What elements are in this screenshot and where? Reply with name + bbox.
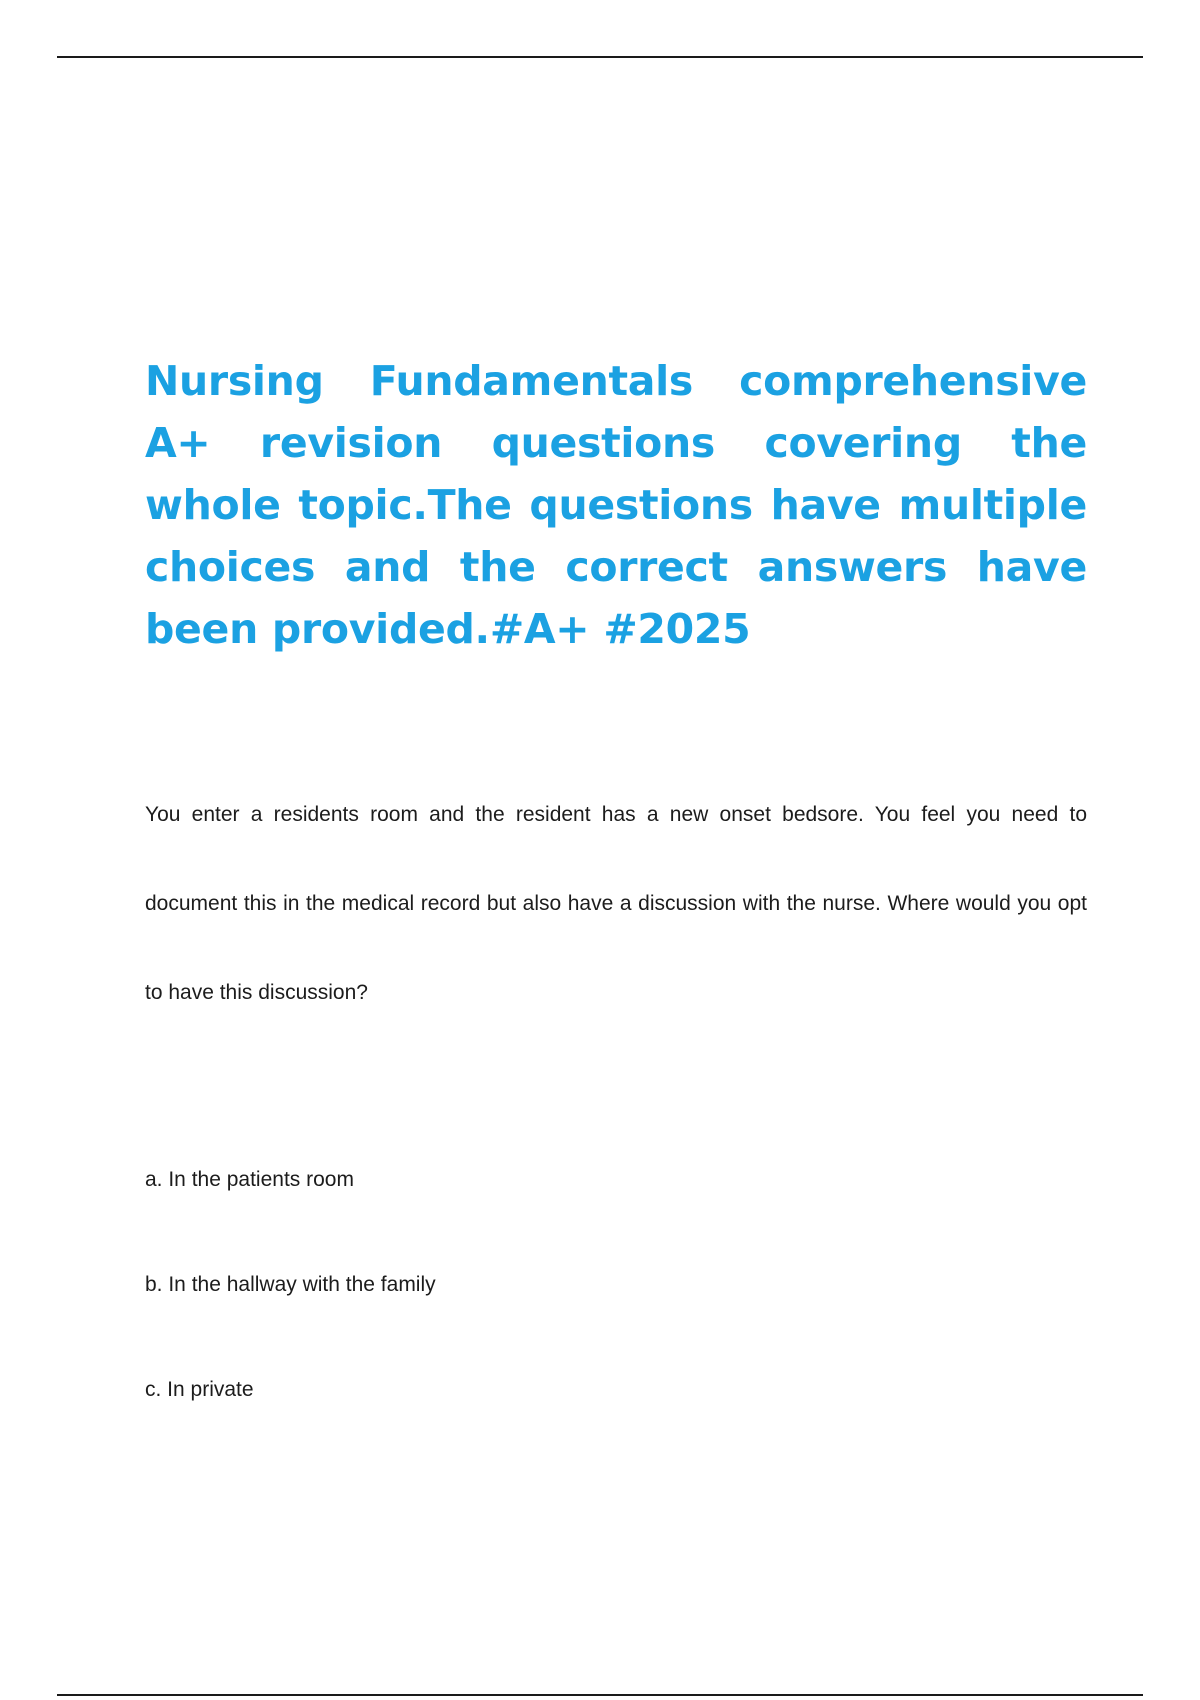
option-c: c. In private <box>145 1378 254 1401</box>
option-b: b. In the hallway with the family <box>145 1273 436 1296</box>
question-text: You enter a residents room and the resident has a new onset bedsore. You feel you need to document this in the medical record but also have a discussion with the nurse. Where would you opt to have this discussion? <box>145 803 1087 1004</box>
document-title: Nursing Fundamentals comprehensive A+ revision questions covering the whole topic.The questions have multiple choices and the correct answers have been provided.#A+ #2025 <box>145 357 1087 653</box>
option-a: a. In the patients room <box>145 1168 354 1191</box>
top-rule <box>57 56 1143 58</box>
bottom-rule <box>57 1694 1143 1696</box>
